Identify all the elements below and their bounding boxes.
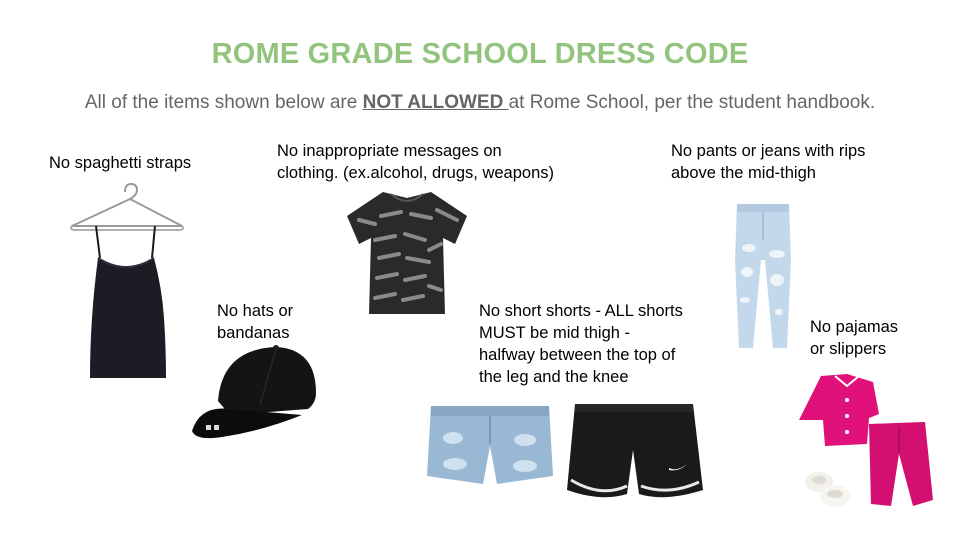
label-inappropriate-messages xyxy=(277,140,554,184)
label-line: or slippers xyxy=(810,340,887,358)
athletic-shorts-icon xyxy=(565,400,705,500)
label-line: No inappropriate messages on xyxy=(277,142,502,160)
label-line: No hats or xyxy=(217,302,294,320)
label-line: above the mid-thigh xyxy=(671,164,816,182)
label-line: halfway between the top of xyxy=(479,346,676,364)
subtitle-text-start: All of the items shown below are xyxy=(84,92,363,113)
slide-title: ROME GRADE SCHOOL DRESS CODE xyxy=(211,38,749,70)
baseball-cap-icon xyxy=(190,345,320,445)
label-line: bandanas xyxy=(217,324,290,342)
pajamas-and-slippers-icon xyxy=(795,372,935,517)
subtitle-emphasis: NOT ALLOWED xyxy=(362,92,509,113)
label-line: No spaghetti straps xyxy=(49,154,192,172)
label-line: clothing. (ex.alcohol, drugs, weapons) xyxy=(277,164,554,182)
label-line: No pants or jeans with rips xyxy=(671,142,866,160)
ripped-jeans-icon xyxy=(733,200,793,352)
subtitle-text-end: at Rome School, per the student handbook. xyxy=(508,92,876,113)
label-pajamas xyxy=(810,316,898,360)
graphic-tshirt-icon xyxy=(345,188,470,318)
label-line: the leg and the knee xyxy=(479,368,629,386)
slide-subtitle xyxy=(0,92,960,114)
label-line: No short shorts - ALL shorts xyxy=(479,302,683,320)
denim-shorts-icon xyxy=(425,402,555,488)
label-ripped-jeans xyxy=(671,140,865,184)
label-spaghetti-straps xyxy=(49,152,191,174)
label-short-shorts xyxy=(479,300,683,388)
label-line: MUST be mid thigh - xyxy=(479,324,630,342)
label-line: No pajamas xyxy=(810,318,899,336)
label-hats xyxy=(217,300,293,344)
camisole-on-hanger-icon xyxy=(62,180,192,385)
